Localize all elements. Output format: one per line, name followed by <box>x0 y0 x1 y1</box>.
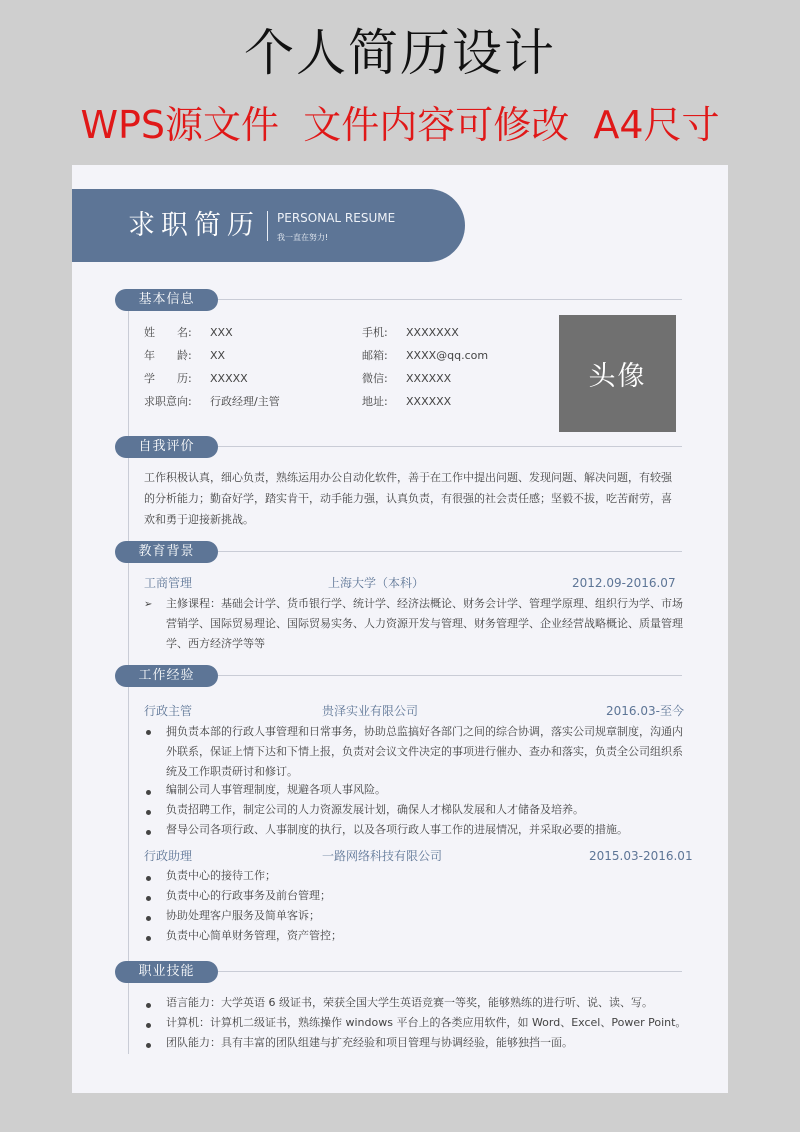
section-work-experience: 工作经验 <box>115 665 218 687</box>
resume-english-title: PERSONAL RESUME <box>277 211 396 225</box>
resume-page <box>72 165 728 1093</box>
section-basic-info: 基本信息 <box>115 289 218 311</box>
education-school: 上海大学（本科） <box>328 576 425 590</box>
value-wechat: XXXXXX <box>406 372 452 385</box>
bullet-icon <box>146 830 151 835</box>
job-duty: 负责中心的接待工作； <box>166 869 276 882</box>
education-courses: 主修课程：基础会计学、货币银行学、统计学、经济法概论、财务会计学、管理学原理、组织行为学、市场营销学、国际贸易理论、国际贸易实务、人力资源开发与管理、财务管理学、企业经营战略概论、质量管理学、西方经济学等等 <box>166 597 683 650</box>
self-evaluation-text: 工作积极认真，细心负责，熟练运用办公自动化软件，善于在工作中提出问题、发现问题、解决问题，有较强的分析能力；勤奋好学，踏实肯干，动手能力强，认真负责，有很强的社会责任感；坚毅不拔，吃苦耐劳，喜欢和勇于迎接新挑战。 <box>144 471 672 526</box>
bullet-icon <box>146 1043 151 1048</box>
section-self-evaluation: 自我评价 <box>115 436 218 458</box>
value-address: XXXXXX <box>406 395 452 408</box>
section-divider <box>218 299 682 300</box>
avatar-placeholder: 头像 <box>559 315 676 432</box>
education-major: 工商管理 <box>144 576 193 590</box>
label-intention: 求职意向: <box>144 395 192 408</box>
bullet-icon <box>146 896 151 901</box>
value-phone: XXXXXXX <box>406 326 459 339</box>
bullet-icon <box>146 790 151 795</box>
bullet-icon <box>146 730 151 735</box>
label-email: 邮箱: <box>362 349 388 362</box>
job-duty: 编制公司人事管理制度，规避各项人事风险。 <box>166 783 386 796</box>
job-company: 贵泽实业有限公司 <box>322 704 419 718</box>
education-period: 2012.09-2016.07 <box>572 576 676 590</box>
label-age: 年 龄: <box>144 349 192 362</box>
bullet-icon <box>146 1023 151 1028</box>
label-name: 姓 名: <box>144 326 192 339</box>
section-skills: 职业技能 <box>115 961 218 983</box>
bullet-icon <box>146 1003 151 1008</box>
bullet-icon <box>146 916 151 921</box>
job-title: 行政主管 <box>144 704 193 718</box>
job-duty: 负责中心的行政事务及前台管理； <box>166 889 331 902</box>
label-address: 地址: <box>362 395 388 408</box>
job-duty: 协助处理客户服务及简单客诉； <box>166 909 320 922</box>
job-period: 2016.03-至今 <box>606 704 684 718</box>
job-title: 行政助理 <box>144 849 193 863</box>
banner-subtitle: WPS源文件 文件内容可修改 A4尺寸 <box>80 103 720 147</box>
section-divider <box>218 675 682 676</box>
arrow-bullet-icon: ➢ <box>144 599 153 610</box>
resume-title: 求职简历 <box>128 210 260 241</box>
section-divider <box>218 446 682 447</box>
value-name: XXX <box>210 326 233 339</box>
section-education: 教育背景 <box>115 541 218 563</box>
skill-item: 团队能力：具有丰富的团队组建与扩充经验和项目管理与协调经验，能够独挡一面。 <box>166 1036 573 1049</box>
job-duty: 督导公司各项行政、人事制度的执行，以及各项行政人事工作的进展情况，并采取必要的措施。 <box>166 823 628 836</box>
bullet-icon <box>146 810 151 815</box>
label-phone: 手机: <box>362 326 388 339</box>
job-duty: 负责中心简单财务管理，资产管控； <box>166 929 342 942</box>
job-company: 一路网络科技有限公司 <box>322 849 443 863</box>
section-divider <box>218 551 682 552</box>
resume-motto: 我一直在努力! <box>277 233 329 242</box>
value-email: XXXX@qq.com <box>406 349 489 362</box>
value-age: XX <box>210 349 226 362</box>
section-divider <box>218 971 682 972</box>
header-divider <box>267 211 268 241</box>
bullet-icon <box>146 936 151 941</box>
header-band <box>72 189 465 262</box>
value-education: XXXXX <box>210 372 248 385</box>
job-duty: 负责招聘工作，制定公司的人力资源发展计划，确保人才梯队发展和人才储备及培养。 <box>166 803 584 816</box>
bullet-icon <box>146 876 151 881</box>
job-period: 2015.03-2016.01 <box>589 849 693 863</box>
value-intention: 行政经理/主管 <box>210 395 280 408</box>
skill-item: 语言能力：大学英语 6 级证书，荣获全国大学生英语竞赛一等奖，能够熟练的进行听、说、读、写。 <box>166 996 653 1009</box>
job-duty: 拥负责本部的行政人事管理和日常事务，协助总监搞好各部门之间的综合协调，落实公司规章制度，沟通内外联系，保证上情下达和下情上报，负责对会议文件决定的事项进行催办、查办和落实，负责全公司组织系统及工作职责研讨和修订。 <box>166 725 683 778</box>
label-education: 学 历: <box>144 372 192 385</box>
label-wechat: 微信: <box>362 372 388 385</box>
banner-title: 个人简历设计 <box>244 24 556 82</box>
skill-item: 计算机：计算机二级证书，熟练操作 windows 平台上的各类应用软件，如 Word、Excel、Power Point。 <box>166 1016 687 1029</box>
